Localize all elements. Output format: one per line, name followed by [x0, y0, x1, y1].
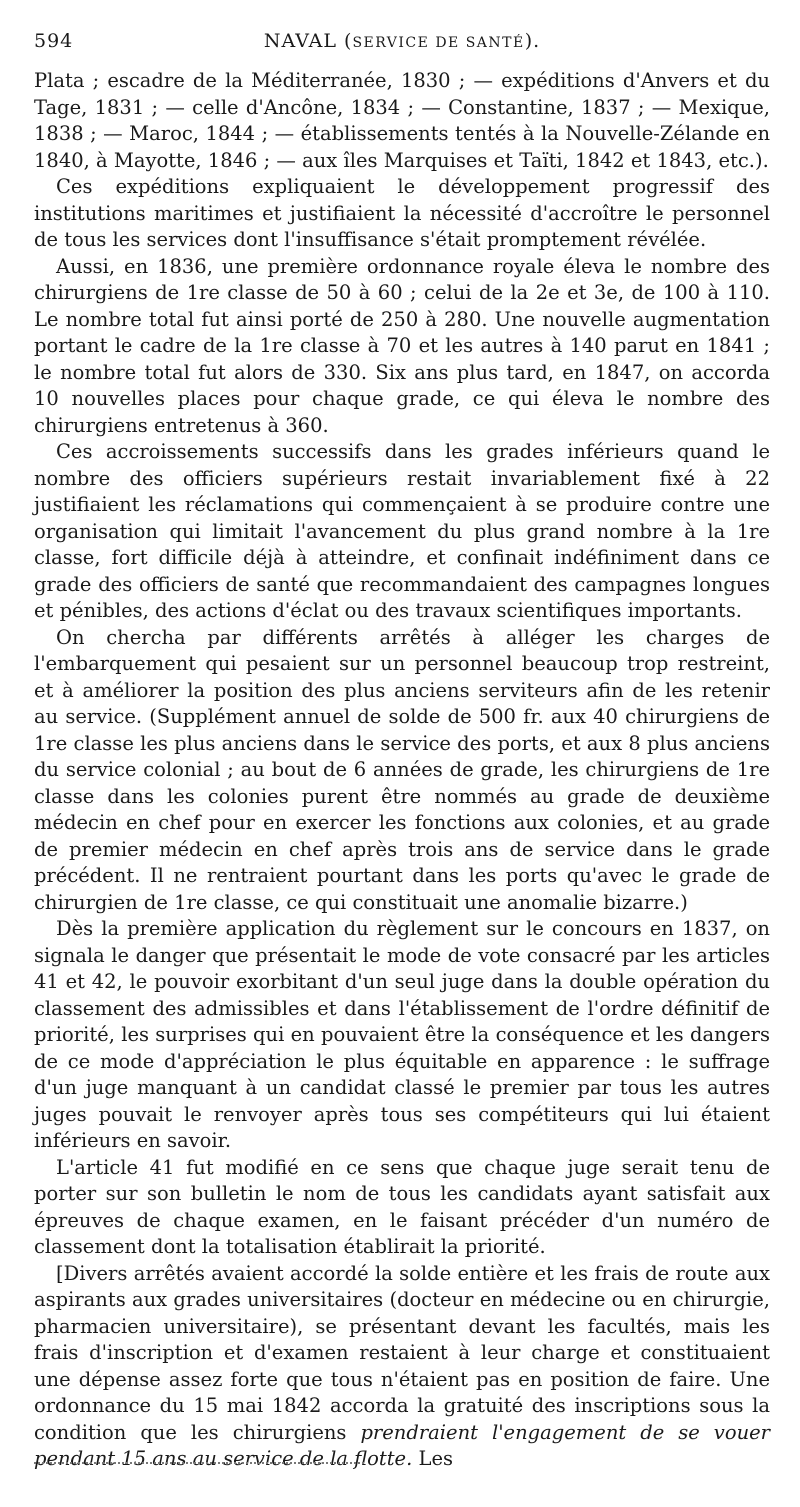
running-header: [34, 30, 770, 60]
paragraph-concours-1837: Dès la première application du règlement sur le concours en 1837, on signala le danger que présentait le mode de vote consacré par les articles 41 et 42, le pouvoir exorbitant d'un seul juge dans la double opération du classement des admissibles et dans l'établissement de l'ordre définitif de priorité, les surprises qui en pouvaient être la conséquence et les dangers de ce mode d'appréciation le plus équitable en apparence : le suffrage d'un juge manquant à un candidat classé le premier par tous les autres juges pouvait le renvoyer après tous ses compétiteurs qui lui étaient inférieurs en savoir.: [34, 917, 770, 1152]
running-head-main: NAVAL (: [263, 30, 353, 52]
running-head-smallcaps: SERVICE DE SANTÉ: [352, 35, 525, 51]
paragraph-accroissements: Ces accroissements successifs dans les grades inférieurs quand le nombre des officiers supérieurs restait invariablement fixé à 22 justifiaient les réclamations qui commençaient à se produire contre une organisation qui limitait l'avancement du plus grand nombre à la 1re classe, fort difficile déjà à atteindre, et confinait indéfiniment dans ce grade des officiers de santé que recommandaient des campagnes longues et pénibles, des actions d'éclat ou des travaux scientifiques importants.: [34, 440, 770, 622]
page: [34, 30, 770, 1473]
paragraph-ordonnance-1836: Aussi, en 1836, une première ordonnance royale éleva le nombre des chirurgiens de 1re classe de 50 à 60 ; celui de la 2e et 3e, de 100 à 110. Le nombre total fut ainsi porté de 250 à 280. Une nouvelle augmentation portant le cadre de la 1re classe à 70 et les autres à 140 parut en 1841 ; le nombre total fut alors de 330. Six ans plus tard, en 1847, on accorda 10 nouvelles places pour chaque grade, ce qui éleva le nombre des chirurgiens entretenus à 360.: [34, 254, 770, 437]
paragraph-expeditions: Ces expéditions expliquaient le développement progressif des institutions maritimes et justifiaient la nécessité d'accroître le personnel de tous les services dont l'insuffisance s'était promptement révélée.: [34, 175, 770, 251]
running-head-title: [94, 30, 770, 52]
paragraph-divers-arretes: [34, 1261, 770, 1473]
paragraph-article-41: L'article 41 fut modifié en ce sens que chaque juge serait tenu de porter sur son bulletin le nom de tous les candidats ayant satisfait aux épreuves de chaque examen, en le faisant précéder d'un numéro de classement dont la totalisation établirait la priorité.: [34, 1155, 770, 1258]
page-number: 594: [34, 30, 74, 52]
paragraph-arretes: On chercha par différents arrêtés à alléger les charges de l'embarquement qui pesaient sur un personnel beaucoup trop restreint, et à améliorer la position des plus anciens serviteurs afin de les retenir au service. (Supplément annuel de solde de 500 fr. aux 40 chirurgiens de 1re classe les plus anciens dans le service des ports, et aux 8 plus anciens du service colonial ; au bout de 6 années de grade, les chirurgiens de 1re classe dans les colonies purent être nommés au grade de deuxième médecin en chef pour en exercer les fonctions aux colonies, et au grade de premier médecin en chef après trois ans de service dans le grade précédent. Il ne rentraient pourtant dans les ports qu'avec le grade de chirurgien de 1re classe, ce qui constituait une anomalie bizarre.): [34, 625, 770, 914]
paragraph-divers-arretes-italic: prendraient l'engagement de se vouer pendant 15 ans au service de la flotte.: [34, 1420, 770, 1470]
paragraph-continued: Plata ; escadre de la Méditerranée, 1830 ; — expéditions d'Anvers et du Tage, 1831 ; — celle d'Ancône, 1834 ; — Constantine, 1837 ; — Mexique, 1838 ; — Maroc, 1844 ; — établissements tentés à la Nouvelle-Zélande en 1840, à Mayotte, 1846 ; — aux îles Marquises et Taïti, 1842 et 1843, etc.).: [34, 69, 770, 172]
running-head-end: ).: [524, 30, 541, 52]
footer-dotted-rule: [34, 1462, 364, 1464]
paragraph-divers-arretes-tail: Les: [412, 1447, 453, 1470]
body-text: [34, 68, 770, 1473]
paragraph-divers-arretes-text: [Divers arrêtés avaient accordé la solde entière et les frais de route aux aspirants aux grades universitaires (docteur en médecine ou en chirurgie, pharmacien universitaire), se présentant devant les facultés, mais les frais d'inscription et d'examen restaient à leur charge et constituaient une dépense assez forte que tous n'étaient pas en position de faire. Une ordonnance du 15 mai 1842 accorda la gratuité des inscriptions sous la condition que les chirurgiens: [34, 1261, 770, 1444]
